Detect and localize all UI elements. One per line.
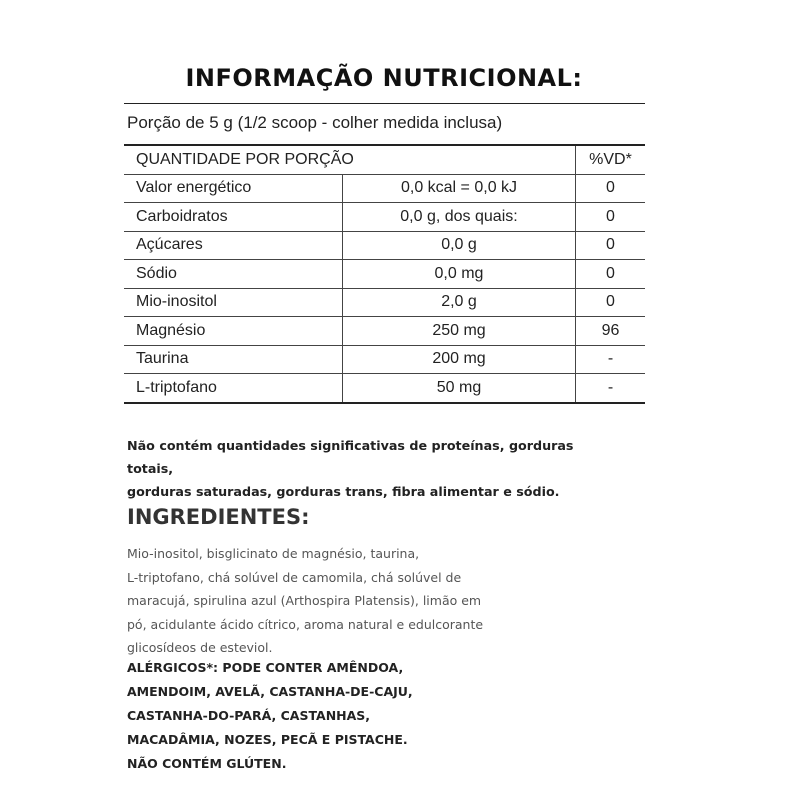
nutrition-note	[127, 434, 607, 503]
nutrient-vd: 0	[576, 260, 646, 289]
nutrient-name: Valor energético	[124, 174, 343, 203]
nutrient-amount: 250 mg	[343, 317, 576, 346]
nutrient-vd: 0	[576, 174, 646, 203]
note-line: Não contém quantidades significativas de proteínas, gorduras totais,	[127, 438, 574, 476]
table-row	[124, 203, 645, 232]
nutrient-amount: 0,0 g	[343, 231, 576, 260]
nutrient-name: Mio-inositol	[124, 288, 343, 317]
title-divider	[124, 103, 645, 104]
nutrient-vd: 0	[576, 288, 646, 317]
nutrition-table	[124, 144, 645, 404]
table-row	[124, 288, 645, 317]
table-header-row	[124, 145, 645, 174]
table-row	[124, 231, 645, 260]
ingredients-list	[127, 542, 507, 660]
table-row	[124, 260, 645, 289]
allergen-line: ALÉRGICOS*: PODE CONTER AMÊNDOA,	[127, 660, 404, 675]
ingredients-line: pó, acidulante ácido cítrico, aroma natural e edulcorante	[127, 616, 484, 632]
table-row	[124, 174, 645, 203]
portion-size: Porção de 5 g (1/2 scoop - colher medida inclusa)	[127, 113, 503, 132]
nutrient-vd: 96	[576, 317, 646, 346]
ingredients-line: maracujá, spirulina azul (Arthospira Platensis), limão em	[127, 593, 482, 608]
ingredients-line: glicosídeos de esteviol.	[127, 640, 273, 655]
allergen-line: CASTANHA-DO-PARÁ, CASTANHAS,	[127, 708, 371, 723]
note-line: gorduras saturadas, gorduras trans, fibra alimentar e sódio.	[127, 484, 560, 499]
nutrient-vd: -	[576, 345, 646, 374]
nutrition-title: INFORMAÇÃO NUTRICIONAL:	[185, 64, 583, 92]
allergen-line: NÃO CONTÉM GLÚTEN.	[127, 756, 287, 771]
nutrient-name: L-triptofano	[124, 374, 343, 403]
nutrient-amount: 0,0 mg	[343, 260, 576, 289]
nutrient-amount: 200 mg	[343, 345, 576, 374]
nutrient-amount: 50 mg	[343, 374, 576, 403]
nutrient-name: Magnésio	[124, 317, 343, 346]
table-row	[124, 317, 645, 346]
nutrient-amount: 0,0 kcal = 0,0 kJ	[343, 174, 576, 203]
ingredients-line: L-triptofano, chá solúvel de camomila, chá solúvel de	[127, 569, 462, 585]
nutrient-vd: -	[576, 374, 646, 403]
nutrient-name: Sódio	[124, 260, 343, 289]
nutrient-name: Taurina	[124, 345, 343, 374]
nutrient-amount: 2,0 g	[343, 288, 576, 317]
nutrient-vd: 0	[576, 203, 646, 232]
ingredients-title: INGREDIENTES:	[127, 505, 310, 529]
header-vd-label: %VD*	[576, 145, 646, 174]
ingredients-line: Mio-inositol, bisglicinato de magnésio, taurina,	[127, 546, 420, 561]
header-quantity-label: QUANTIDADE POR PORÇÃO	[124, 145, 576, 174]
nutrient-amount: 0,0 g, dos quais:	[343, 203, 576, 232]
allergen-line: AMENDOIM, AVELÃ, CASTANHA-DE-CAJU,	[127, 684, 413, 699]
allergen-line: MACADÂMIA, NOZES, PECÃ E PISTACHE.	[127, 732, 408, 747]
table-row	[124, 374, 645, 403]
nutrient-name: Açúcares	[124, 231, 343, 260]
nutrient-name: Carboidratos	[124, 203, 343, 232]
nutrient-vd: 0	[576, 231, 646, 260]
table-row	[124, 345, 645, 374]
allergen-warning	[127, 656, 527, 776]
